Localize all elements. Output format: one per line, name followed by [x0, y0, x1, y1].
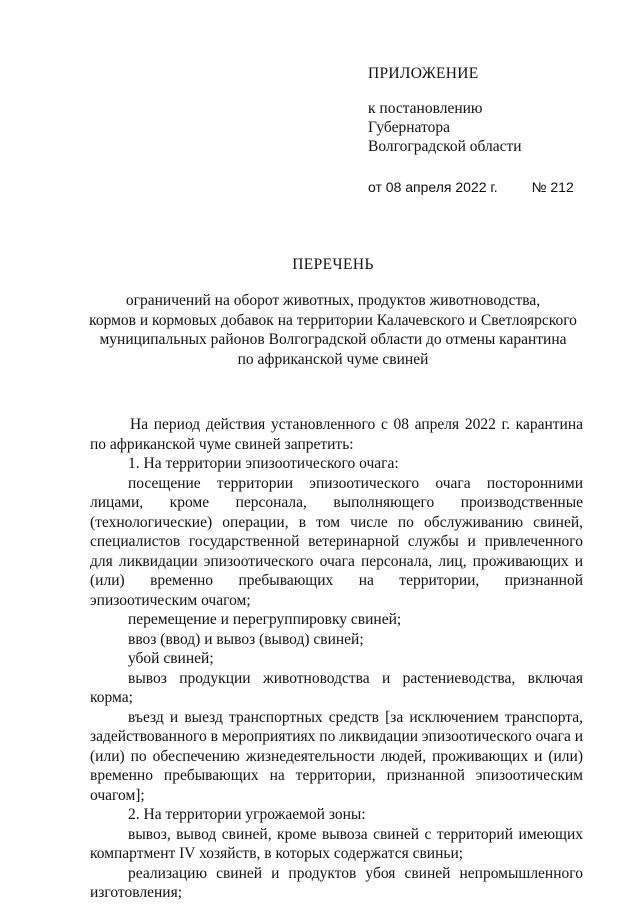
document-heading: ПЕРЕЧЕНЬ [292, 256, 374, 273]
appendix-title: ПРИЛОЖЕНИЕ [368, 65, 479, 82]
document-body [90, 415, 583, 903]
number-sign: № [531, 179, 547, 195]
appendix-block [368, 64, 574, 197]
appendix-date-line [368, 178, 574, 197]
section-heading: 2. На территории угрожаемой зоны: [128, 806, 366, 823]
appendix-line: Губернатора [368, 119, 450, 136]
subtitle-line: ограничений на оборот животных, продуктов животноводства, [125, 292, 541, 309]
date-prefix: от [368, 179, 382, 195]
subtitle-line: муниципальных районов Волгоградской области до отмены карантина [99, 331, 567, 348]
subtitle-line: кормов и кормовых добавок на территории Калачевского и Светлоярского [89, 311, 577, 329]
appendix-line: к постановлению [368, 100, 483, 117]
list-item: ввоз (ввод) и вывоз (вывод) свиней; [128, 630, 364, 648]
number-value: 212 [550, 179, 574, 195]
list-item: убой свиней; [128, 650, 214, 667]
date-value: 08 апреля 2022 г. [385, 179, 498, 195]
appendix-line: Волгоградской области [368, 138, 522, 155]
subtitle-line: по африканской чуме свиней [237, 350, 429, 368]
list-item: посещение территории эпизоотического очага посторонними лицами, кроме персонала, выполняющего производственные (технологические) операции, в том числе по обслуживанию свиней, специалистов государственной ветеринарной службы и привлеченного для ликвидации эпизоотического очага персонала, лиц, проживающих и (или) временно пребывающих на территории, признанной эпизоотическим очагом; [90, 474, 583, 609]
list-item: вывоз продукции животноводства и растениеводства, включая корма; [90, 669, 583, 706]
list-item: въезд и выезд транспортных средств [за исключением транспорта, задействованного в мероприятиях по ликвидации эпизоотического очага и (или) по обеспечению жизнедеятельности людей, проживающих и (или) временно пребывающих на территории, признанной эпизоотическим очагом]; [90, 708, 584, 804]
section-heading: 1. На территории эпизоотического очага: [128, 455, 399, 472]
list-item: реализацию свиней и продуктов убоя свиней непромышленного изготовления; [90, 864, 583, 901]
document-subtitle [88, 291, 578, 369]
list-item: вывоз, вывод свиней, кроме вывоза свиней с территорий имеющих компартмент IV хозяйств, в которых содержатся свиньи; [90, 825, 583, 862]
intro-paragraph: На период действия установленного с 08 апреля 2022 г. карантина по африканской чуме свиней запретить: [90, 416, 583, 453]
list-item: перемещение и перегруппировку свиней; [128, 611, 402, 628]
